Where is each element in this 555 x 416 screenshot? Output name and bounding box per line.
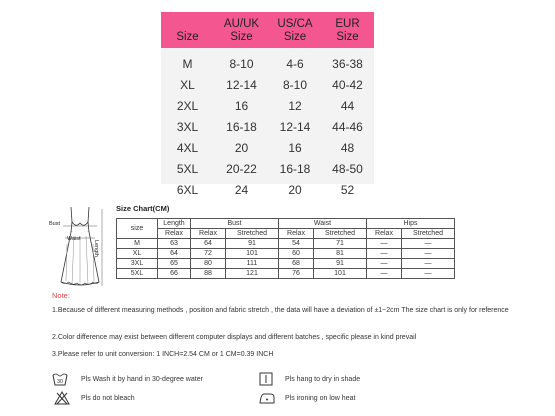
size-chart-row xyxy=(117,239,455,249)
size-chart-cell: 60 xyxy=(279,249,314,259)
conversion-row xyxy=(161,74,374,95)
waist-label: Waist xyxy=(67,236,81,242)
size-chart-cell: 80 xyxy=(191,259,226,269)
size-chart-row xyxy=(117,259,455,269)
care-iron: Pls ironing on low heat xyxy=(285,395,356,402)
conversion-cell: 3XL xyxy=(176,119,199,134)
care-bleach: Pls do not bleach xyxy=(81,395,135,402)
size-chart-table xyxy=(116,218,455,279)
note-3: 3.Please refer to unit conversion: 1 INCH=2.54 CM or 1 CM=0.39 INCH xyxy=(52,351,274,358)
bust-label: Bust xyxy=(49,221,61,227)
header-us-ca: US/CA Size xyxy=(277,18,313,43)
conversion-cell: 20 xyxy=(234,140,249,155)
size-chart-row xyxy=(117,249,455,259)
size-chart-cell: — xyxy=(402,249,455,259)
size-col-header: size xyxy=(117,219,158,239)
conversion-cell: 2XL xyxy=(176,98,199,113)
size-chart-subheader: Relax xyxy=(367,229,402,239)
size-chart-subheader: Stretched xyxy=(314,229,367,239)
group-length: Length xyxy=(158,219,191,229)
size-chart-cell: 121 xyxy=(226,269,279,279)
size-chart-cell: — xyxy=(402,239,455,249)
size-chart-cell: 111 xyxy=(226,259,279,269)
note-1: 1.Because of different measuring methods , position and fabric stretch , the data will have a deviation of ±1~2cm The size chart is only for reference xyxy=(52,307,509,314)
low-iron-icon xyxy=(258,391,276,405)
conversion-cell: 12 xyxy=(288,98,302,113)
conversion-cell: 40-42 xyxy=(332,77,363,92)
note-2: 2.Color difference may exist between different computer displays and different batches , specific please in kind prevail xyxy=(52,334,417,341)
conversion-cell: 5XL xyxy=(176,161,199,176)
hang-dry-icon xyxy=(259,372,273,386)
size-chart-cell: M xyxy=(117,239,158,249)
conversion-row xyxy=(161,116,374,137)
size-chart-cell: 68 xyxy=(279,259,314,269)
dress-icon xyxy=(47,204,111,294)
conversion-cell: 8-10 xyxy=(282,77,308,92)
conversion-cell: 24 xyxy=(234,182,249,197)
conversion-cell: 48-50 xyxy=(332,161,363,176)
care-wash: Pls Wash it by hand in 30-degree water xyxy=(81,376,203,383)
conversion-cell: 16 xyxy=(288,140,302,155)
size-chart-title: Size Chart(CM) xyxy=(116,204,170,213)
size-chart-row xyxy=(117,269,455,279)
note-title: Note: xyxy=(52,291,70,300)
conversion-cell: 16 xyxy=(234,98,249,113)
conversion-cell: 36-38 xyxy=(332,56,363,71)
size-chart-cell: 71 xyxy=(314,239,367,249)
header-size: Size xyxy=(176,31,199,43)
conversion-cell: 44 xyxy=(340,98,355,113)
conversion-cell: 12-14 xyxy=(226,77,257,92)
conversion-cell: 16-18 xyxy=(226,119,257,134)
size-chart-cell: 63 xyxy=(158,239,191,249)
conversion-cell: 16-18 xyxy=(279,161,311,176)
conversion-cell: 8-10 xyxy=(229,56,254,71)
size-chart-cell: — xyxy=(402,259,455,269)
size-chart-cell: 72 xyxy=(191,249,226,259)
size-chart-cell: 66 xyxy=(158,269,191,279)
no-bleach-icon xyxy=(54,391,70,405)
size-chart-cell: 91 xyxy=(314,259,367,269)
size-chart-subheader: Stretched xyxy=(402,229,455,239)
conversion-header xyxy=(161,12,374,48)
conversion-row xyxy=(161,158,374,179)
size-chart-subheader: Stretched xyxy=(226,229,279,239)
conversion-cell: 6XL xyxy=(176,182,199,197)
conversion-row xyxy=(161,95,374,116)
conversion-cell: 20-22 xyxy=(226,161,257,176)
size-chart-cell: 54 xyxy=(279,239,314,249)
size-chart-cell: — xyxy=(367,259,402,269)
size-conversion-table xyxy=(161,12,374,197)
wash-temp: 30 xyxy=(56,379,64,385)
header-eur: EUR Size xyxy=(335,18,360,43)
conversion-row xyxy=(161,53,374,74)
conversion-cell: 52 xyxy=(340,182,355,197)
size-chart-cell: 88 xyxy=(191,269,226,279)
size-chart-cell: 65 xyxy=(158,259,191,269)
size-chart-subheader: Relax xyxy=(158,229,191,239)
conversion-cell: 20 xyxy=(288,182,302,197)
size-chart-cell: 76 xyxy=(279,269,314,279)
size-chart-cell: 5XL xyxy=(117,269,158,279)
size-chart-cell: 81 xyxy=(314,249,367,259)
group-bust: Bust xyxy=(191,219,279,229)
size-chart-cell: — xyxy=(402,269,455,279)
size-chart-cell: 91 xyxy=(226,239,279,249)
length-label: Length xyxy=(93,240,99,257)
size-chart-subheader: Relax xyxy=(279,229,314,239)
group-hips: Hips xyxy=(367,219,455,229)
hand-wash-icon xyxy=(52,372,68,386)
size-chart-subheader: Relax xyxy=(191,229,226,239)
conversion-cell: 48 xyxy=(340,140,355,155)
conversion-cell: XL xyxy=(180,77,195,92)
conversion-cell: 44-46 xyxy=(332,119,363,134)
size-chart-cell: 101 xyxy=(314,269,367,279)
size-chart-cell: — xyxy=(367,269,402,279)
conversion-cell: 4-6 xyxy=(286,56,304,71)
conversion-row xyxy=(161,137,374,158)
size-chart-cell: 101 xyxy=(226,249,279,259)
size-chart-cell: — xyxy=(367,239,402,249)
size-chart-cell: — xyxy=(367,249,402,259)
header-au-uk: AU/UK Size xyxy=(223,18,260,43)
conversion-cell: M xyxy=(182,56,193,71)
size-chart-cell: 3XL xyxy=(117,259,158,269)
size-chart-cell: 64 xyxy=(158,249,191,259)
conversion-row xyxy=(161,179,374,200)
group-waist: Waist xyxy=(279,219,367,229)
care-hang: Pls hang to dry in shade xyxy=(285,376,361,383)
conversion-cell: 12-14 xyxy=(279,119,311,134)
size-chart-cell: 64 xyxy=(191,239,226,249)
conversion-cell: 4XL xyxy=(176,140,199,155)
size-chart-cell: XL xyxy=(117,249,158,259)
dress-illustration xyxy=(47,204,111,294)
